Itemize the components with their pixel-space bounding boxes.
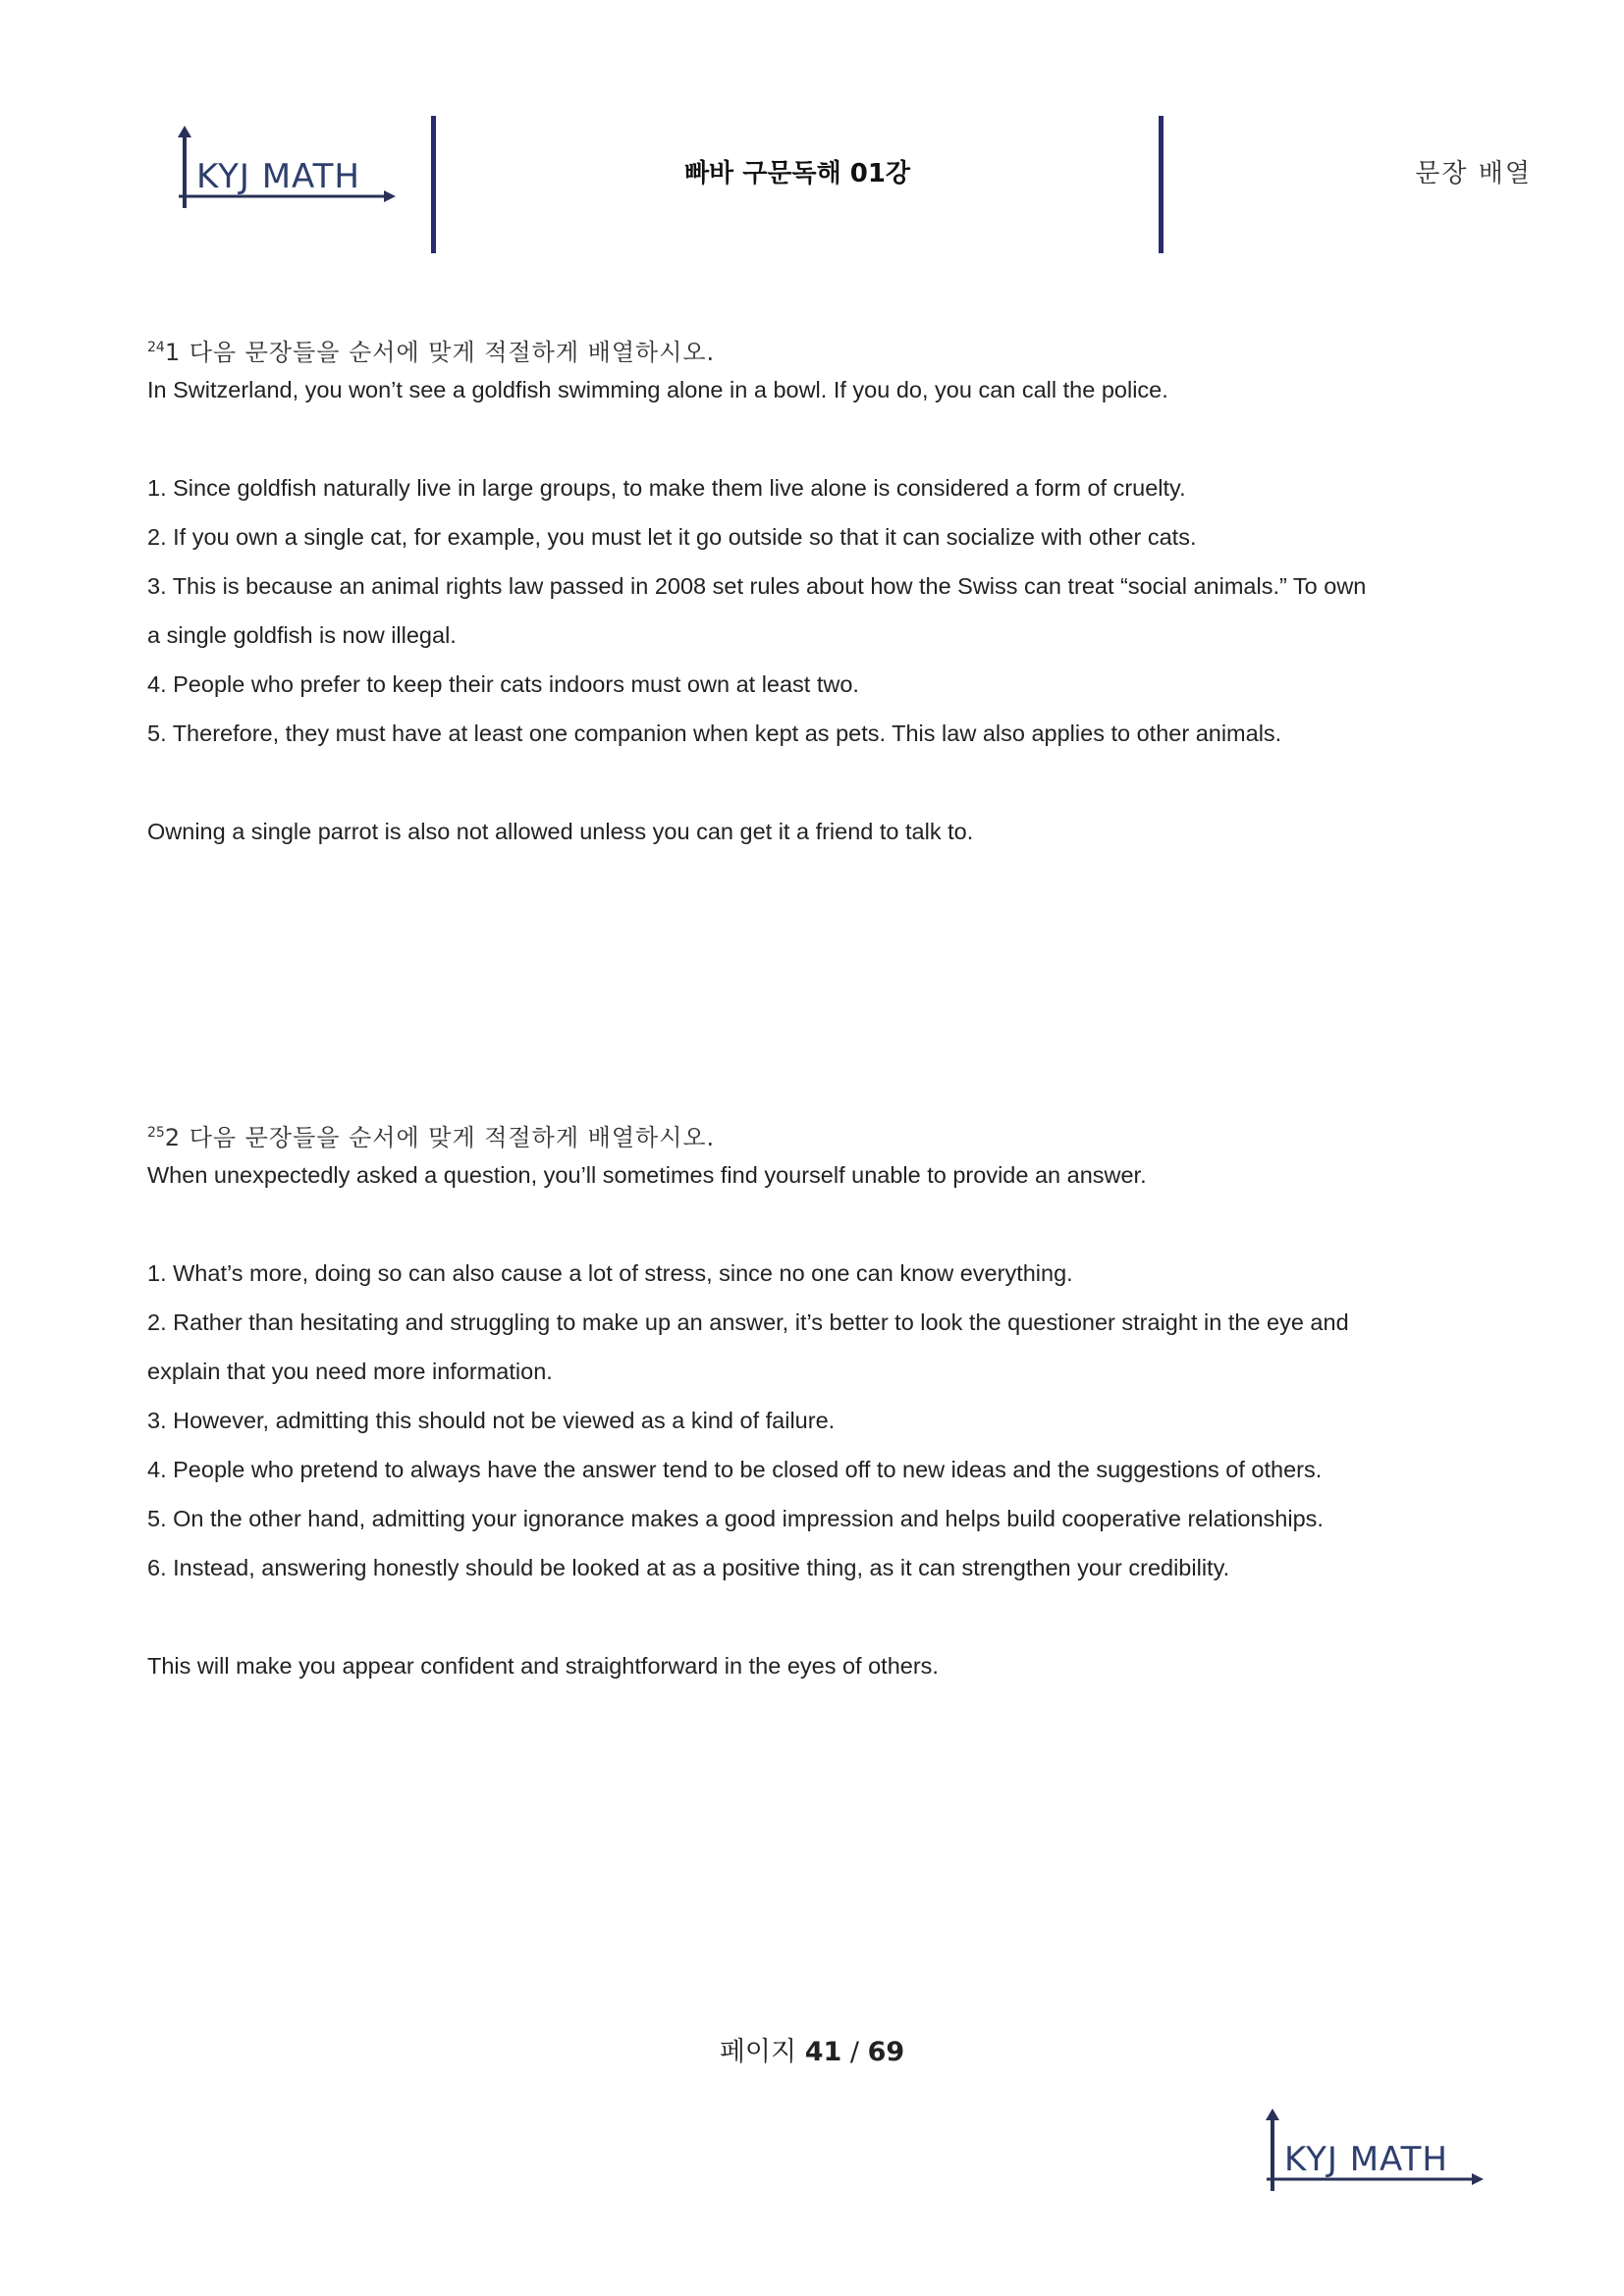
sentence-option: 5. On the other hand, admitting your ignorance makes a good impression and helps build cooperative relationships. <box>147 1506 1324 1531</box>
question-block <box>147 330 1492 856</box>
sentence-option: 4. People who prefer to keep their cats indoors must own at least two. <box>147 671 859 697</box>
question-block <box>147 1115 1492 1690</box>
intro-sentence: In Switzerland, you won’t see a goldfish swimming alone in a bowl. If you do, you can call the police. <box>147 377 1168 402</box>
sentence-option: 1. Since goldfish naturally live in large groups, to make them live alone is considered a form of cruelty. <box>147 475 1186 501</box>
sentence-option: 3. However, admitting this should not be viewed as a kind of failure. <box>147 1408 836 1433</box>
page-separator: / <box>849 2037 859 2067</box>
logo-wordmark: KYJ MATH <box>1284 2140 1448 2179</box>
page-header <box>0 0 1624 265</box>
instruction-text: 다음 문장들을 순서에 맞게 적절하게 배열하시오. <box>181 339 716 366</box>
instruction-text: 다음 문장들을 순서에 맞게 적절하게 배열하시오. <box>181 1124 716 1151</box>
current-page: 41 <box>804 2037 842 2067</box>
page-number <box>0 2030 1624 2068</box>
sentence-option: explain that you need more information. <box>147 1359 553 1384</box>
kyj-math-logo-footer <box>1263 2109 1489 2197</box>
sentence-option: a single goldfish is now illegal. <box>147 622 457 648</box>
question-instruction <box>147 1115 1492 1150</box>
section-label: 문장 배열 <box>1415 159 1532 188</box>
intro-sentence: When unexpectedly asked a question, you’ll sometimes find yourself unable to provide an answer. <box>147 1162 1147 1188</box>
question-number: 1 <box>164 339 182 366</box>
sentence-option: 5. Therefore, they must have at least one companion when kept as pets. This law also applies to other animals. <box>147 721 1282 746</box>
total-pages: 69 <box>867 2037 905 2067</box>
document-title: 빠바 구문독해 01강 <box>683 159 911 188</box>
source-number: 25 <box>147 1125 165 1141</box>
question-instruction <box>147 330 1492 365</box>
concluding-sentence: Owning a single parrot is also not allowed unless you can get it a friend to talk to. <box>147 819 974 844</box>
sentence-option: 6. Instead, answering honestly should be looked at as a positive thing, as it can strengthen your credibility. <box>147 1555 1230 1580</box>
sentence-option: 2. Rather than hesitating and struggling to make up an answer, it’s better to look the questioner straight in the eye and <box>147 1309 1349 1335</box>
kyj-math-logo <box>175 126 401 214</box>
sentence-option: 3. This is because an animal rights law passed in 2008 set rules about how the Swiss can treat “social animals.” To own <box>147 573 1367 599</box>
source-number: 24 <box>147 340 165 355</box>
sentence-option: 4. People who pretend to always have the answer tend to be closed off to new ideas and the suggestions of others. <box>147 1457 1323 1482</box>
sentence-option: 1. What’s more, doing so can also cause a lot of stress, since no one can know everything. <box>147 1260 1073 1286</box>
sentence-option: 2. If you own a single cat, for example, you must let it go outside so that it can socialize with other cats. <box>147 524 1197 550</box>
page-label: 페이지 <box>719 2037 797 2067</box>
concluding-sentence: This will make you appear confident and straightforward in the eyes of others. <box>147 1653 939 1679</box>
logo-wordmark: KYJ MATH <box>196 157 360 196</box>
header-divider-right <box>1159 116 1164 253</box>
question-number: 2 <box>164 1124 182 1151</box>
